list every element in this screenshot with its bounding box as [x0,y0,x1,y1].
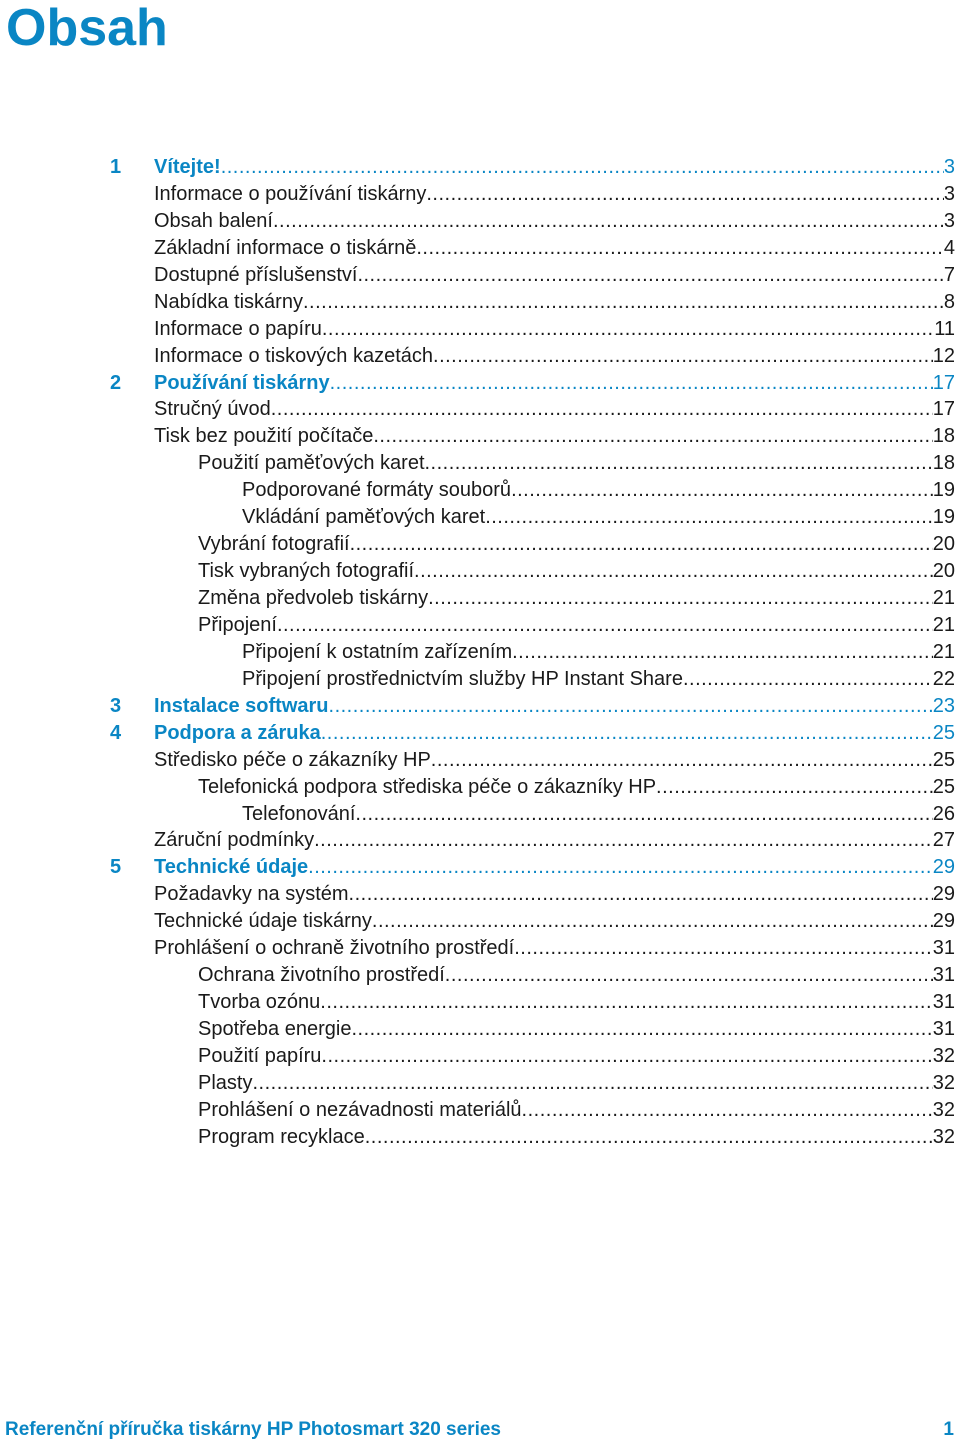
toc-page-number: 4 [943,236,955,259]
toc-entry[interactable] [0,908,960,935]
toc-entry-line [154,154,955,181]
toc-entry[interactable] [0,935,960,962]
toc-entry-title: Podpora a záruka [154,721,321,744]
toc-dot-leader [357,262,943,289]
toc-dot-leader [355,801,932,828]
footer-document-title: Referenční příručka tiskárny HP Photosmart 320 series [5,1419,501,1440]
toc-entry-title: Vítejte! [154,156,221,178]
toc-entry-line [154,370,955,397]
toc-dot-leader [320,989,932,1016]
toc-dot-leader [372,908,933,935]
toc-dot-leader [351,1016,932,1043]
toc-entry-title: Připojení [198,613,277,636]
toc-entry-line [154,720,955,747]
toc-page-number: 18 [932,452,955,475]
toc-page-number: 25 [932,775,955,798]
toc-entry-title: Středisko péče o zákazníky HP [154,748,431,771]
toc-entry-title: Tvorba ozónu [198,991,321,1014]
toc-entry-line [198,1097,955,1124]
toc-dot-leader [321,720,933,747]
toc-dot-leader [512,639,933,666]
toc-page-number: 20 [932,560,955,583]
toc-dot-leader [522,1097,933,1124]
toc-dot-leader [514,935,933,962]
toc-entry-line [154,235,955,262]
toc-entry-title: Vybrání fotografií [198,533,350,556]
toc-page-number: 27 [932,829,955,852]
toc-entry-title: Instalace softwaru [154,694,329,717]
toc-entry-line [242,504,955,531]
toc-dot-leader [431,747,933,774]
toc-entry-line [154,181,955,208]
toc-entry-title: Spotřeba energie [198,1018,352,1040]
toc-page-number: 26 [932,802,955,825]
toc-page-number: 3 [943,209,955,232]
toc-dot-leader [221,154,944,181]
toc-page-number: 20 [932,533,955,556]
toc-entry[interactable] [0,289,960,316]
toc-entry-title: Ochrana životního prostředí [198,964,445,987]
toc-page-number: 31 [932,1018,955,1040]
toc-page-number: 32 [932,1125,955,1148]
toc-dot-leader [277,612,933,639]
toc-entry-title: Plasty [198,1071,253,1094]
toc-dot-leader [414,558,933,585]
toc-entry-title: Změna předvoleb tiskárny [198,587,429,609]
toc-entry-line [154,747,955,774]
toc-entry[interactable] [0,316,960,343]
toc-entry-line [198,450,955,477]
toc-entry[interactable] [0,262,960,289]
toc-page-number: 32 [932,1044,955,1067]
toc-entry-line [198,1070,955,1097]
toc-chapter-entry[interactable] [0,154,960,181]
toc-dot-leader [656,774,933,801]
toc-page-number: 3 [943,182,955,205]
toc-entry-line [242,639,955,666]
page-title: Obsah [6,0,168,57]
toc-entry[interactable] [0,181,960,208]
toc-entry[interactable] [0,343,960,370]
toc-entry-title: Informace o tiskových kazetách [154,344,434,367]
toc-dot-leader [433,343,933,370]
toc-entry-line [154,827,955,854]
toc-page-number: 25 [932,748,955,771]
toc-entry-title: Technické údaje [154,856,309,879]
toc-dot-leader [485,504,933,531]
toc-entry-line [198,558,955,585]
toc-entry[interactable] [0,989,960,1016]
toc-entry[interactable] [0,396,960,423]
toc-entry-line [242,666,955,693]
toc-page-number: 29 [932,856,955,879]
toc-page-number: 21 [932,587,955,609]
toc-entry-title: Program recyklace [198,1125,365,1148]
toc-page-number: 31 [932,991,955,1014]
toc-entry[interactable] [0,585,960,612]
toc-entry-line [154,935,955,962]
toc-entry-line [198,989,955,1016]
toc-entry[interactable] [0,450,960,477]
toc-dot-leader [426,181,944,208]
toc-entry-title: Obsah balení [154,209,273,232]
toc-page-number: 21 [932,640,955,663]
toc-page-number: 7 [943,263,955,286]
toc-entry[interactable] [0,1016,960,1043]
toc-entry-line [154,316,955,343]
toc-entry-title: Tisk vybraných fotografií [198,560,415,583]
toc-entry-line [154,908,955,935]
toc-entry-line [198,585,955,612]
toc-entry[interactable] [0,558,960,585]
toc-entry[interactable] [0,962,960,989]
toc-entry-line [198,531,955,558]
toc-entry-line [198,1016,955,1043]
toc-page-number: 19 [932,479,955,502]
toc-entry-title: Nabídka tiskárny [154,290,303,313]
toc-entry-line [242,477,955,504]
toc-entry[interactable] [0,531,960,558]
toc-page-number: 17 [932,371,955,394]
toc-entry-title: Tisk bez použití počítače [154,425,374,448]
toc-page-number: 32 [932,1098,955,1121]
toc-entry-title: Základní informace o tiskárně [154,236,417,259]
toc-chapter-entry[interactable] [0,370,960,397]
toc-page-number: 18 [932,425,955,448]
footer-page-number: 1 [943,1419,954,1440]
toc-chapter-number: 3 [110,694,122,717]
toc-entry-line [154,289,955,316]
toc-page-number: 8 [943,290,955,313]
toc-chapter-number: 4 [110,721,122,744]
toc-entry-line [198,612,955,639]
toc-entry[interactable] [0,208,960,235]
toc-dot-leader [273,208,944,235]
toc-entry-title: Dostupné příslušenství [154,263,358,286]
toc-entry-title: Podporované formáty souborů [242,479,512,502]
toc-dot-leader [683,666,933,693]
toc-chapter-entry[interactable] [0,720,960,747]
toc-chapter-entry[interactable] [0,854,960,881]
toc-entry-title: Požadavky na systém [154,883,349,906]
toc-entry-title: Připojení prostřednictvím služby HP Instant Share [242,667,683,690]
toc-dot-leader [425,450,933,477]
toc-entry-title: Záruční podmínky [154,829,315,852]
toc-entry[interactable] [0,235,960,262]
toc-entry-title: Použití papíru [198,1044,322,1067]
table-of-contents [0,154,960,1151]
toc-page-number: 32 [932,1071,955,1094]
toc-page-number: 19 [932,506,955,529]
toc-dot-leader [350,531,933,558]
toc-page-number: 29 [932,883,955,906]
toc-dot-leader [511,477,933,504]
toc-entry-title: Telefonická podpora střediska péče o zákazníky HP [198,775,657,798]
toc-entry-line [198,1124,955,1151]
toc-dot-leader [445,962,933,989]
toc-entry-title: Telefonování [242,802,356,825]
toc-entry[interactable] [0,774,960,801]
toc-dot-leader [416,235,944,262]
toc-dot-leader [271,396,933,423]
toc-page-number: 25 [932,721,955,744]
toc-entry[interactable] [0,639,960,666]
toc-dot-leader [373,423,932,450]
toc-page-number: 23 [932,694,955,717]
toc-page-number: 21 [932,613,955,636]
toc-entry[interactable] [0,1070,960,1097]
toc-entry[interactable] [0,827,960,854]
toc-entry-title: Připojení k ostatním zařízením [242,640,513,663]
toc-entry-line [198,1043,955,1070]
toc-dot-leader [303,289,944,316]
toc-entry-title: Prohlášení o ochraně životního prostředí [154,937,515,960]
toc-chapter-number: 2 [110,371,122,394]
toc-entry-line [154,854,955,881]
toc-entry[interactable] [0,747,960,774]
toc-entry-line [242,801,955,828]
toc-page-number: 22 [932,667,955,690]
toc-entry-line [198,962,955,989]
toc-dot-leader [321,1043,932,1070]
toc-chapter-entry[interactable] [0,693,960,720]
toc-page-number: 31 [932,937,955,960]
toc-entry[interactable] [0,504,960,531]
toc-entry-title: Informace o používání tiskárny [154,182,427,205]
toc-entry-title: Technické údaje tiskárny [154,910,372,933]
toc-entry-line [154,396,955,423]
toc-entry[interactable] [0,1097,960,1124]
toc-entry-line [154,423,955,450]
toc-entry-line [154,262,955,289]
toc-entry[interactable] [0,1043,960,1070]
toc-entry[interactable] [0,1124,960,1151]
toc-dot-leader [329,693,933,720]
toc-entry[interactable] [0,881,960,908]
toc-entry-title: Prohlášení o nezávadnosti materiálů [198,1098,522,1121]
toc-entry[interactable] [0,801,960,828]
toc-entry-line [154,343,955,370]
toc-entry[interactable] [0,612,960,639]
toc-entry-title: Vkládání paměťových karet [242,506,486,529]
toc-entry-line [154,693,955,720]
toc-entry[interactable] [0,423,960,450]
toc-dot-leader [428,585,933,612]
toc-page-number: 29 [932,910,955,933]
toc-page-number: 17 [932,398,955,421]
toc-entry-line [198,774,955,801]
toc-page-number: 31 [932,964,955,987]
toc-entry-title: Používání tiskárny [154,371,330,394]
toc-entry[interactable] [0,477,960,504]
toc-entry-line [154,881,955,908]
toc-entry[interactable] [0,666,960,693]
page-footer [5,1416,954,1444]
toc-dot-leader [314,827,933,854]
toc-entry-title: Použití paměťových karet [198,452,425,475]
toc-entry-title: Informace o papíru [154,317,322,340]
toc-dot-leader [365,1124,933,1151]
toc-chapter-number: 1 [110,156,122,178]
toc-page-number: 11 [934,317,955,340]
toc-entry-line [154,208,955,235]
toc-entry-title: Stručný úvod [154,398,271,421]
toc-chapter-number: 5 [110,856,122,879]
toc-dot-leader [349,881,933,908]
toc-dot-leader [322,316,934,343]
toc-dot-leader [308,854,933,881]
toc-dot-leader [330,370,933,397]
toc-dot-leader [252,1070,932,1097]
toc-page-number: 12 [932,344,955,367]
toc-page-number: 3 [943,156,955,178]
